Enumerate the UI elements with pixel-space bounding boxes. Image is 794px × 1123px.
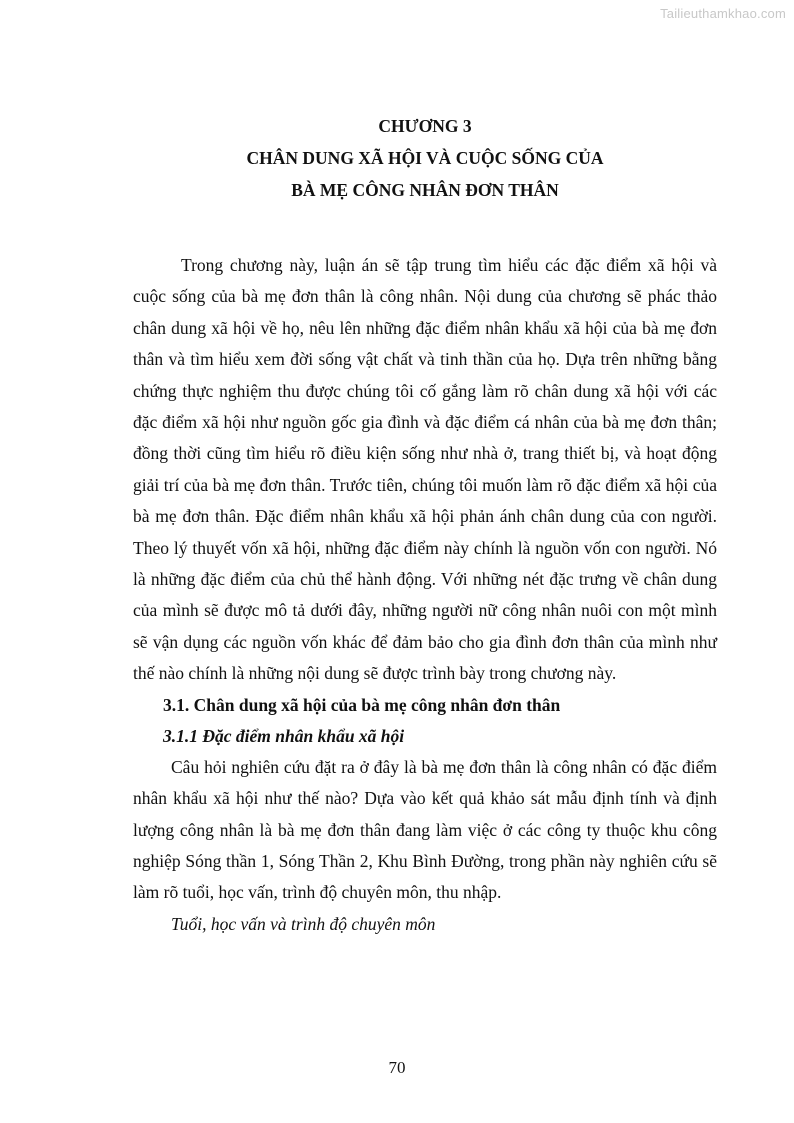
subsection-title: 3.1.1 Đặc điểm nhân khẩu xã hội [163, 725, 405, 746]
italic-subheading: Tuổi, học vấn và trình độ chuyên môn [171, 913, 436, 934]
watermark: Tailieuthamkhao.com [660, 6, 786, 21]
document-page [133, 110, 717, 940]
chapter-title-line-2: BÀ MẸ CÔNG NHÂN ĐƠN THÂN [291, 180, 559, 200]
section-title: 3.1. Chân dung xã hội của bà mẹ công nhân đơn thân [163, 694, 561, 715]
intro-paragraph: Trong chương này, luận án sẽ tập trung tìm hiểu các đặc điểm xã hội và cuộc sống của bà mẹ đơn thân là công nhân. Nội dung của chương sẽ phác thảo chân dung xã hội về họ, nêu lên những đặc điểm nhân khẩu xã hội của bà mẹ đơn thân và tìm hiểu xem đời sống vật chất và tinh thần của họ. Dựa trên những bằng chứng thực nghiệm thu được chúng tôi cố gắng làm rõ chân dung xã hội với các đặc điểm xã hội như nguồn gốc gia đình và đặc điểm cá nhân của bà mẹ đơn thân; đồng thời cũng tìm hiểu rõ điều kiện sống như nhà ở, trang thiết bị, và hoạt động giải trí của bà mẹ đơn thân. Trước tiên, chúng tôi muốn làm rõ đặc điểm xã hội của bà mẹ đơn thân. Đặc điểm nhân khẩu xã hội phản ánh chân dung của con người. Theo lý thuyết vốn xã hội, những đặc điểm này chính là nguồn vốn con người. Nó là những đặc điểm của chủ thể hành động. Với những nét đặc trưng về chân dung của mình sẽ được mô tả dưới đây, những người nữ công nhân nuôi con một mình sẽ vận dụng các nguồn vốn khác để đảm bảo cho gia đình đơn thân của mình như thế nào chính là những nội dung sẽ được trình bày trong chương này. [133, 255, 717, 684]
chapter-title-line-1: CHÂN DUNG XÃ HỘI VÀ CUỘC SỐNG CỦA [246, 148, 604, 168]
chapter-number: CHƯƠNG 3 [378, 116, 472, 136]
body-paragraph: Câu hỏi nghiên cứu đặt ra ở đây là bà mẹ đơn thân là công nhân có đặc điểm nhân khẩu xã hội như thế nào? Dựa vào kết quả khảo sát mẫu định tính và định lượng công nhân là bà mẹ đơn thân đang làm việc ở các công ty thuộc khu công nghiệp Sóng thần 1, Sóng Thần 2, Khu Bình Đường, trong phần này nghiên cứu sẽ làm rõ tuổi, học vấn, trình độ chuyên môn, thu nhập. [133, 756, 717, 903]
page-number: 70 [388, 1058, 406, 1077]
